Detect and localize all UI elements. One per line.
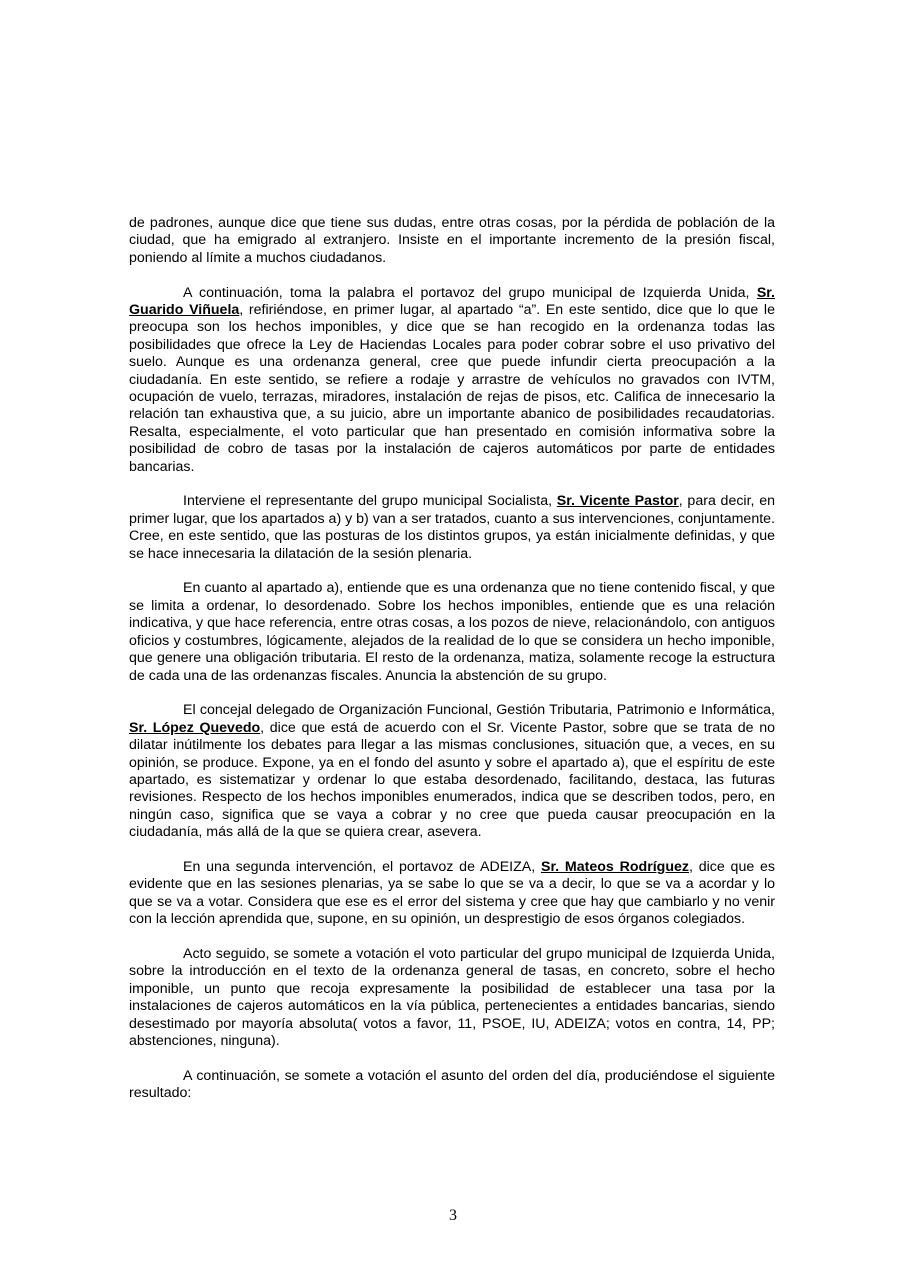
paragraph-text-before: A continuación, toma la palabra el portavoz del grupo municipal de Izquierda Unida,	[183, 284, 757, 301]
paragraph-text-before: En una segunda intervención, el portavoz de ADEIZA,	[183, 858, 541, 875]
speaker-name: Sr. Mateos Rodríguez	[540, 858, 689, 875]
paragraph-text-after: , dice que está de acuerdo con el Sr. Vicente Pastor, sobre que se trata de no dilatar inútilmente los debates para llegar a las mismas conclusiones, situación que, a veces, en su opinión, se produce. Expone, ya en el fondo del asunto y sobre el apartado a), que el espíritu de este apartado, es sistematizar y ordenar lo que estaba desordenado, facilitando, destaca, las futuras revisiones. Respecto de los hechos imponibles enumerados, indica que se describen todos, pero, en ningún caso, significa que se vaya a cobrar y no cree que pueda causar preocupación en la ciudadanía, más allá de la que se quiera crear, asevera.	[129, 719, 775, 841]
paragraph-continuation: de padrones, aunque dice que tiene sus dudas, entre otras cosas, por la pérdida de población de la ciudad, que ha emigrado al extranjero. Insiste en el importante incremento de la presión fiscal, poniendo al límite a muchos ciudadanos.	[129, 215, 775, 266]
paragraph-votacion-asunto: A continuación, se somete a votación el asunto del orden del día, produciéndose el siguiente resultado:	[129, 1067, 775, 1102]
paragraph-vicente-intervention	[129, 493, 775, 563]
speaker-name: Sr. Guarido Viñuela	[129, 284, 775, 319]
speaker-name: Sr. Vicente Pastor	[556, 493, 679, 510]
paragraph-text-after: , para decir, en primer lugar, que los apartados a) y b) van a ser tratados, cuanto a sus intervenciones, conjuntamente. Cree, en este sentido, que las posturas de los distintos grupos, ya están inicialmente definidas, y que se hace innecesaria la dilatación de la sesión plenaria.	[129, 493, 775, 562]
page-number: 3	[449, 1207, 457, 1224]
paragraph-text-after: , refiriéndose, en primer lugar, al apartado “a”. En este sentido, dice que lo que le preocupa son los hechos imponibles, y dice que se han recogido en la ordenanza todas las posibilidades que ofrece la Ley de Haciendas Locales para poder cobrar sobre el uso privativo del suelo. Aunque es una ordenanza general, cree que puede infundir cierta preocupación a la ciudadanía. En este sentido, se refiere a rodaje y arrastre de vehículos no gravados con IVTM, ocupación de vuelo, terrazas, miradores, instalación de rejas de pisos, etc. Califica de innecesario la relación tan exhaustiva que, a su juicio, abre un importante abanico de posibilidades recaudatorias. Resalta, especialmente, el voto particular que han presentado en comisión informativa sobre la posibilidad de cobro de tasas por la instalación de cajeros automáticos por parte de entidades bancarias.	[129, 302, 775, 475]
paragraph-voto-particular: Acto seguido, se somete a votación el voto particular del grupo municipal de Izquierda Unida, sobre la introducción en el texto de la ordenanza general de tasas, en concreto, sobre el hecho imponible, un punto que recoja expresamente la posibilidad de establecer una tasa por la instalaciones de cajeros automáticos en la vía pública, pertenecientes a entidades bancarias, siendo desestimado por mayoría absoluta( votos a favor, 11, PSOE, IU, ADEIZA; votos en contra, 14, PP; abstenciones, ninguna).	[129, 945, 775, 1049]
paragraph-lopez-intervention	[129, 702, 775, 841]
paragraph-apartado-a: En cuanto al apartado a), entiende que es una ordenanza que no tiene contenido fiscal, y que se limita a ordenar, lo desordenado. Sobre los hechos imponibles, entiende que es una relación indicativa, y que hace referencia, entre otras cosas, a los pozos de nieve, relacionándolo, con antiguos oficios y costumbres, lógicamente, alejados de la realidad de lo que se considera un hecho imponible, que genere una obligación tributaria. El resto de la ordenanza, matiza, solamente recoge la estructura de cada una de las ordenanzas fiscales. Anuncia la abstención de su grupo.	[129, 580, 775, 684]
document-body	[129, 215, 775, 1120]
paragraph-guarido-intervention	[129, 285, 775, 476]
paragraph-text-before: El concejal delegado de Organización Funcional, Gestión Tributaria, Patrimonio e Informática,	[183, 702, 775, 719]
speaker-name: Sr. López Quevedo	[129, 719, 261, 736]
paragraph-text-after: , dice que es evidente que en las sesiones plenarias, ya se sabe lo que se va a decir, lo que se va a acordar y lo que se va a votar. Considera que ese es el error del sistema y cree que hay que cambiarlo y no venir con la lección aprendida que, supone, en su opinión, un desprestigio de esos órganos colegiados.	[129, 858, 776, 928]
paragraph-text-before: Interviene el representante del grupo municipal Socialista,	[183, 493, 557, 510]
paragraph-mateos-intervention	[129, 859, 775, 929]
